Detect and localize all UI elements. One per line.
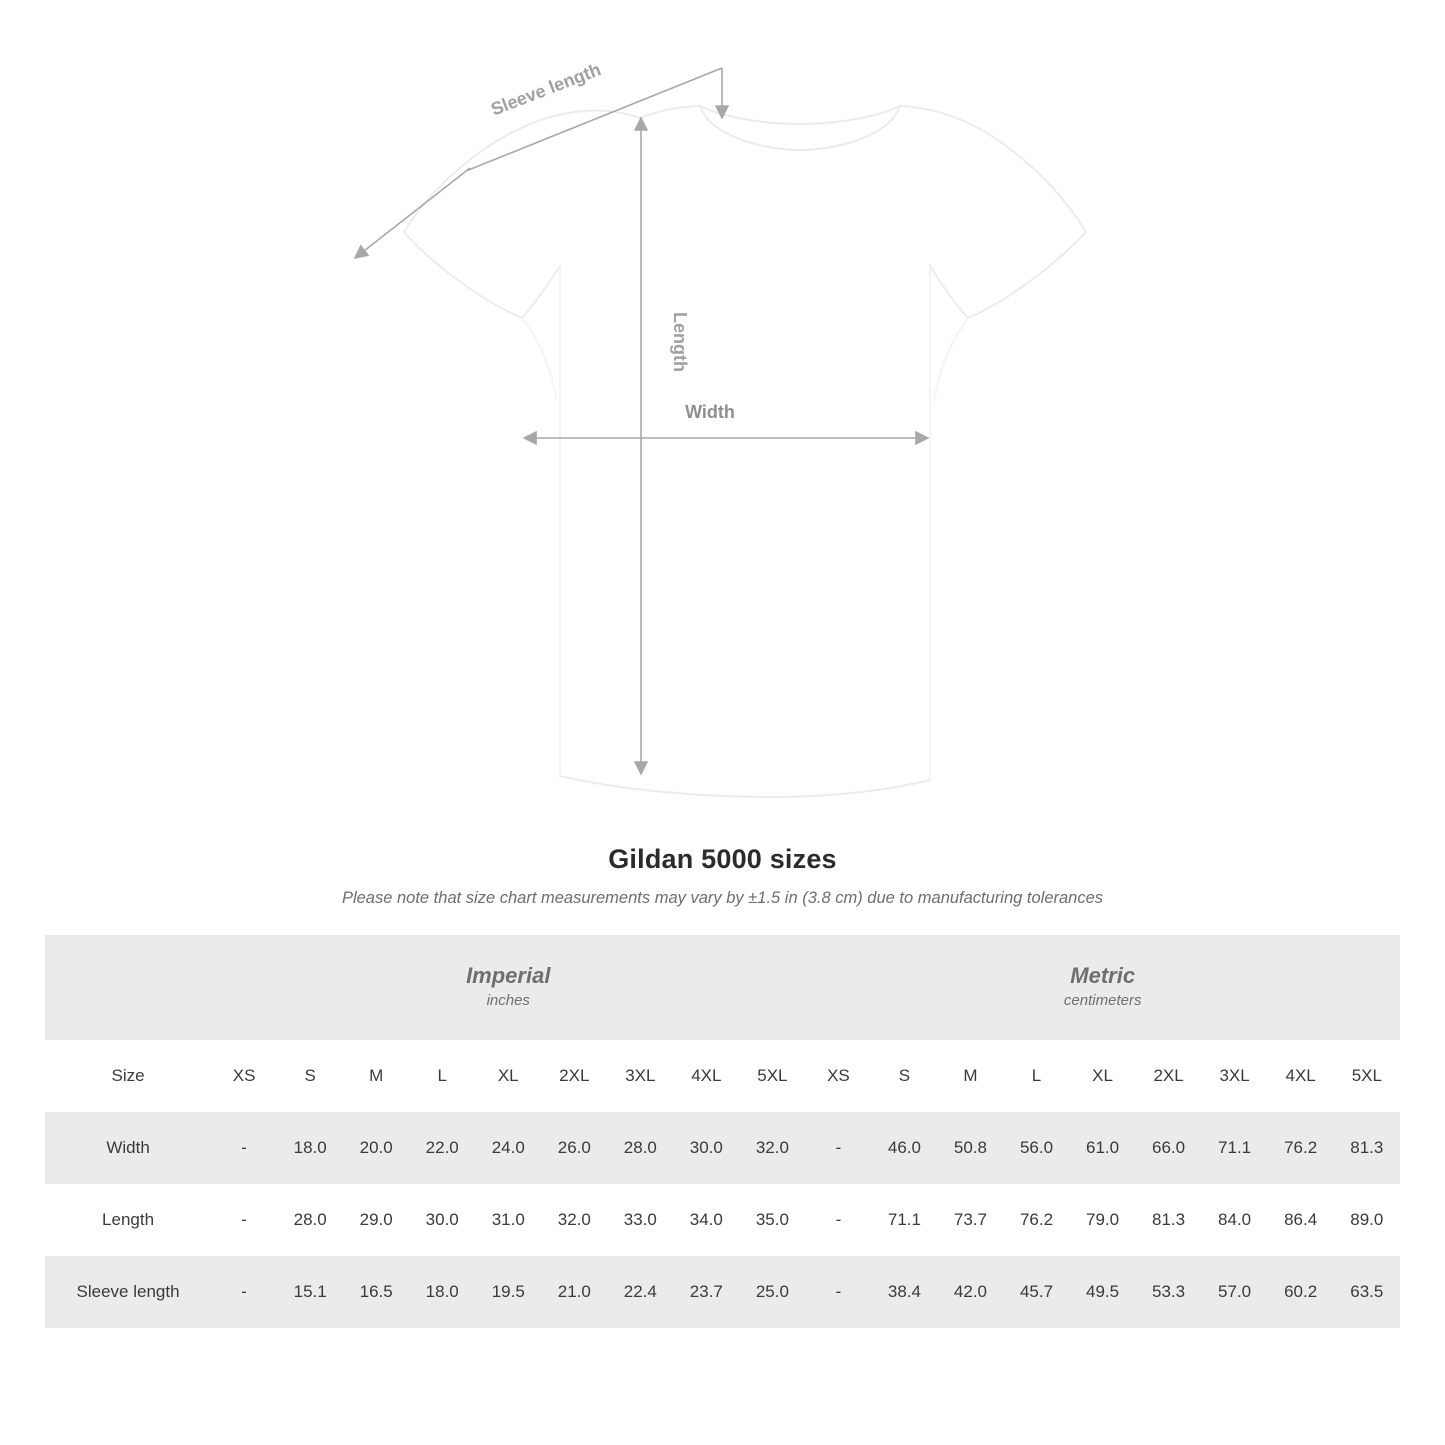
cell-length-imperial-xl: 31.0 [475, 1184, 541, 1256]
sleeve-length-label: Sleeve length [488, 59, 604, 120]
table-row [45, 1112, 1400, 1184]
cell-length-imperial-l: 30.0 [409, 1184, 475, 1256]
cell-sleeve-metric-xl: 49.5 [1070, 1256, 1136, 1328]
cell-width-imperial-2xl: 26.0 [541, 1112, 607, 1184]
col-header-metric-4xl: 4XL [1268, 1040, 1334, 1112]
cell-width-metric-3xl: 71.1 [1202, 1112, 1268, 1184]
cell-width-metric-m: 50.8 [937, 1112, 1003, 1184]
cell-length-metric-l: 76.2 [1003, 1184, 1069, 1256]
row-label-width: Width [45, 1112, 211, 1184]
unit-header-imperial [211, 935, 805, 1040]
cell-sleeve-imperial-xl: 19.5 [475, 1256, 541, 1328]
cell-length-imperial-4xl: 34.0 [673, 1184, 739, 1256]
cell-width-imperial-xl: 24.0 [475, 1112, 541, 1184]
cell-length-imperial-xs: - [211, 1184, 277, 1256]
unit-header-row [45, 935, 1400, 1040]
cell-width-metric-2xl: 66.0 [1136, 1112, 1202, 1184]
col-header-metric-3xl: 3XL [1202, 1040, 1268, 1112]
cell-length-imperial-s: 28.0 [277, 1184, 343, 1256]
col-header-metric-5xl: 5XL [1334, 1040, 1400, 1112]
chart-heading [0, 844, 1445, 908]
cell-sleeve-metric-xs: - [805, 1256, 871, 1328]
tshirt-shape [404, 106, 1086, 797]
size-chart-container [45, 935, 1400, 1328]
col-header-metric-s: S [871, 1040, 937, 1112]
cell-sleeve-metric-5xl: 63.5 [1334, 1256, 1400, 1328]
cell-sleeve-metric-s: 38.4 [871, 1256, 937, 1328]
cell-sleeve-imperial-5xl: 25.0 [739, 1256, 805, 1328]
width-label: Width [685, 402, 735, 422]
cell-width-imperial-s: 18.0 [277, 1112, 343, 1184]
cell-width-imperial-l: 22.0 [409, 1112, 475, 1184]
cell-width-metric-l: 56.0 [1003, 1112, 1069, 1184]
row-label-sleeve-length: Sleeve length [45, 1256, 211, 1328]
col-header-imperial-5xl: 5XL [739, 1040, 805, 1112]
cell-width-metric-xs: - [805, 1112, 871, 1184]
cell-length-metric-m: 73.7 [937, 1184, 1003, 1256]
cell-width-imperial-m: 20.0 [343, 1112, 409, 1184]
cell-length-metric-2xl: 81.3 [1136, 1184, 1202, 1256]
cell-width-imperial-5xl: 32.0 [739, 1112, 805, 1184]
cell-width-imperial-4xl: 30.0 [673, 1112, 739, 1184]
cell-sleeve-metric-2xl: 53.3 [1136, 1256, 1202, 1328]
cell-sleeve-metric-m: 42.0 [937, 1256, 1003, 1328]
cell-length-metric-s: 71.1 [871, 1184, 937, 1256]
cell-length-metric-3xl: 84.0 [1202, 1184, 1268, 1256]
metric-unit-name: Metric [1070, 962, 1136, 988]
col-header-imperial-xs: XS [211, 1040, 277, 1112]
cell-sleeve-imperial-m: 16.5 [343, 1256, 409, 1328]
cell-length-metric-xl: 79.0 [1070, 1184, 1136, 1256]
cell-length-metric-5xl: 89.0 [1334, 1184, 1400, 1256]
unit-header-metric [805, 935, 1400, 1040]
cell-width-metric-5xl: 81.3 [1334, 1112, 1400, 1184]
table-row [45, 1256, 1400, 1328]
size-header-row [45, 1040, 1400, 1112]
col-header-metric-2xl: 2XL [1136, 1040, 1202, 1112]
col-header-imperial-l: L [409, 1040, 475, 1112]
cell-sleeve-imperial-4xl: 23.7 [673, 1256, 739, 1328]
tolerance-note: Please note that size chart measurements may vary by ±1.5 in (3.8 cm) due to manufacturing tolerances [341, 889, 1104, 907]
cell-width-metric-xl: 61.0 [1070, 1112, 1136, 1184]
size-header-label: Size [45, 1040, 211, 1112]
col-header-metric-l: L [1003, 1040, 1069, 1112]
col-header-metric-m: M [937, 1040, 1003, 1112]
imperial-unit-sub: inches [486, 992, 530, 1010]
length-label: Length [670, 312, 690, 372]
cell-width-metric-s: 46.0 [871, 1112, 937, 1184]
metric-unit-sub: centimeters [1063, 992, 1142, 1010]
cell-sleeve-metric-4xl: 60.2 [1268, 1256, 1334, 1328]
cell-length-metric-xs: - [805, 1184, 871, 1256]
col-header-metric-xs: XS [805, 1040, 871, 1112]
cell-sleeve-imperial-2xl: 21.0 [541, 1256, 607, 1328]
imperial-unit-name: Imperial [466, 962, 551, 988]
row-label-length: Length [45, 1184, 211, 1256]
cell-sleeve-imperial-l: 18.0 [409, 1256, 475, 1328]
cell-sleeve-imperial-xs: - [211, 1256, 277, 1328]
table-row [45, 1184, 1400, 1256]
cell-sleeve-imperial-s: 15.1 [277, 1256, 343, 1328]
col-header-metric-xl: XL [1070, 1040, 1136, 1112]
cell-length-imperial-5xl: 35.0 [739, 1184, 805, 1256]
col-header-imperial-3xl: 3XL [607, 1040, 673, 1112]
col-header-imperial-s: S [277, 1040, 343, 1112]
col-header-imperial-4xl: 4XL [673, 1040, 739, 1112]
cell-width-imperial-3xl: 28.0 [607, 1112, 673, 1184]
cell-length-imperial-3xl: 33.0 [607, 1184, 673, 1256]
cell-length-imperial-2xl: 32.0 [541, 1184, 607, 1256]
col-header-imperial-m: M [343, 1040, 409, 1112]
cell-sleeve-metric-3xl: 57.0 [1202, 1256, 1268, 1328]
unit-header-spacer [45, 935, 211, 1040]
cell-width-imperial-xs: - [211, 1112, 277, 1184]
cell-sleeve-metric-l: 45.7 [1003, 1256, 1069, 1328]
size-chart-table [45, 935, 1400, 1328]
cell-length-imperial-m: 29.0 [343, 1184, 409, 1256]
cell-length-metric-4xl: 86.4 [1268, 1184, 1334, 1256]
cell-width-metric-4xl: 76.2 [1268, 1112, 1334, 1184]
page-title: Gildan 5000 sizes [608, 844, 837, 874]
col-header-imperial-xl: XL [475, 1040, 541, 1112]
cell-sleeve-imperial-3xl: 22.4 [607, 1256, 673, 1328]
col-header-imperial-2xl: 2XL [541, 1040, 607, 1112]
